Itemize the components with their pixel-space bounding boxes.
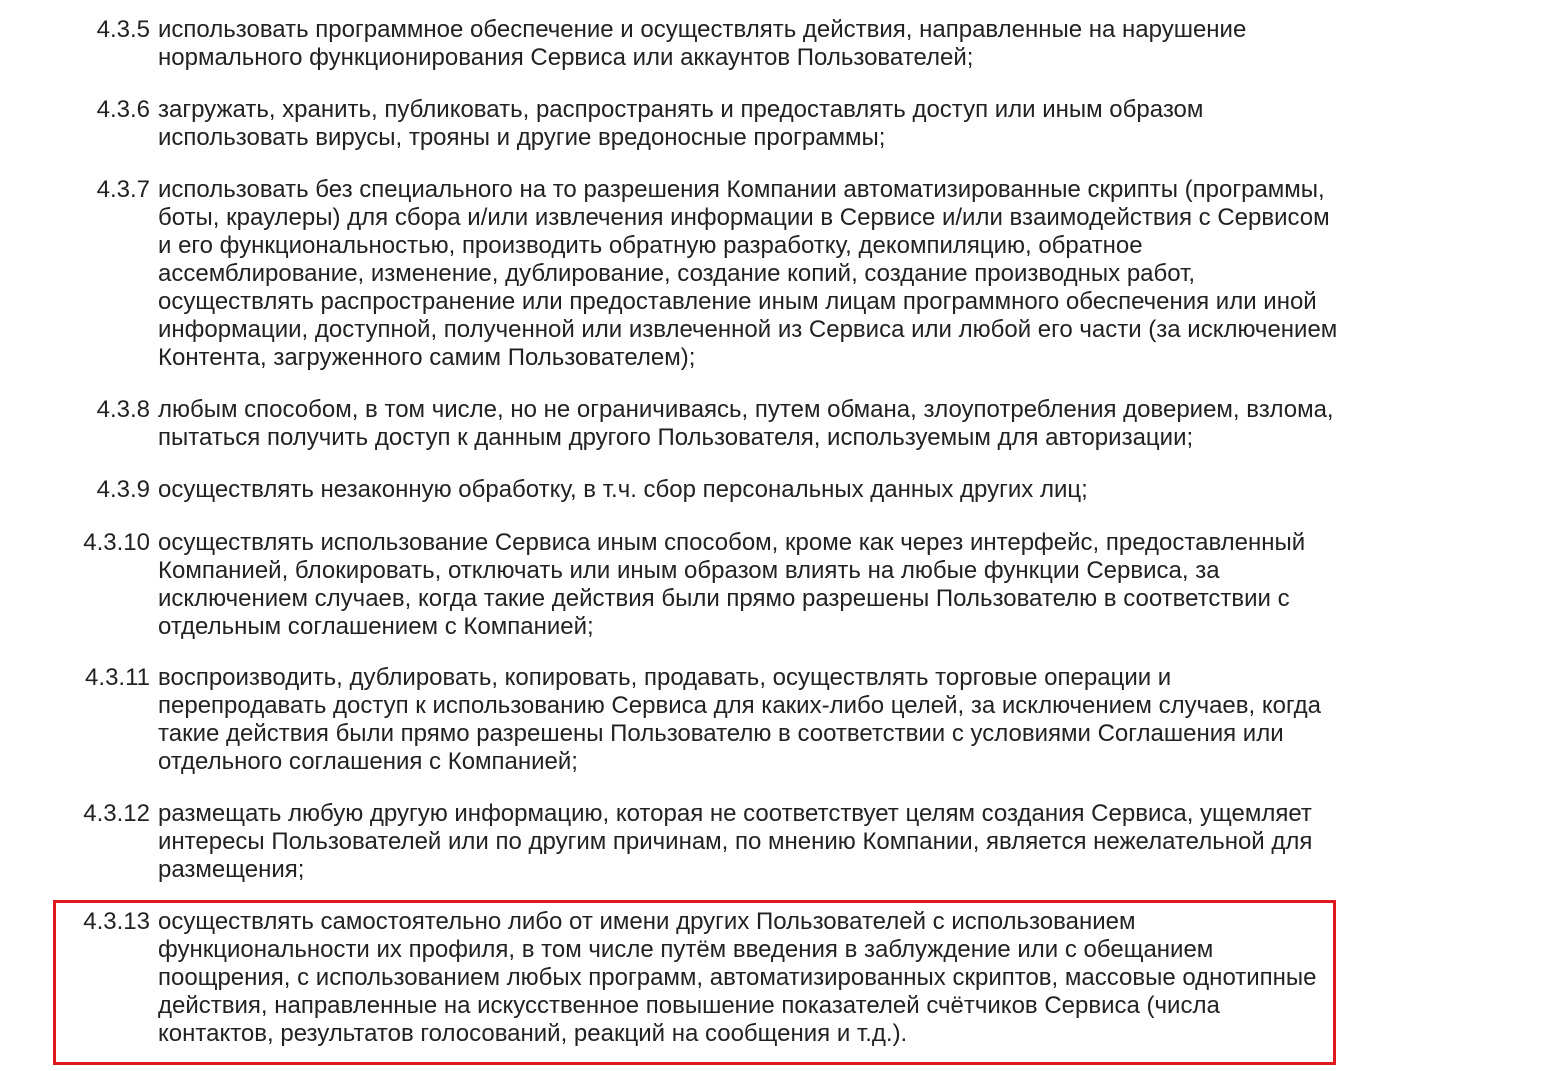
clause-4-3-12 — [0, 800, 1340, 884]
clause-number: 4.3.5 — [96, 16, 150, 43]
clause-4-3-6 — [0, 96, 1340, 152]
clause-number: 4.3.13 — [83, 908, 150, 935]
clause-number: 4.3.7 — [96, 176, 150, 203]
clause-4-3-8 — [0, 396, 1340, 452]
clause-4-3-5 — [0, 16, 1340, 72]
clause-text: размещать любую другую информацию, которая не соответствует целям создания Сервиса, ущемляет интересы Пользователей или по другим причинам, по мнению Компании, является нежелательной для размещения; — [158, 800, 1313, 883]
clause-text: осуществлять самостоятельно либо от имени других Пользователей с использованием функциональности их профиля, в том числе путём введения в заблуждение или с обещанием поощрения, с использованием любых программ, автоматизированных скриптов, массовые однотипные действия, направленные на искусственное повышение показателей счётчиков Сервиса (числа контактов, результатов голосований, реакций на сообщения и т.д.). — [158, 908, 1317, 1047]
clause-4-3-9 — [0, 476, 1340, 504]
clause-text: осуществлять незаконную обработку, в т.ч. сбор персональных данных других лиц; — [158, 476, 1088, 503]
clause-number: 4.3.12 — [83, 800, 150, 827]
clause-number: 4.3.6 — [96, 96, 150, 123]
clause-4-3-7 — [0, 176, 1340, 372]
clause-number: 4.3.10 — [83, 529, 150, 556]
clause-4-3-10 — [0, 529, 1340, 641]
clause-text: использовать программное обеспечение и осуществлять действия, направленные на нарушение нормального функционирования Сервиса или аккаунтов Пользователей; — [158, 16, 1247, 71]
clause-text: воспроизводить, дублировать, копировать, продавать, осуществлять торговые операции и перепродавать доступ к использованию Сервиса для каких-либо целей, за исключением случаев, когда такие действия были прямо разрешены Пользователю в соответствии с условиями Соглашения или отдельного соглашения с Компанией; — [158, 664, 1322, 775]
clause-number: 4.3.9 — [96, 476, 150, 503]
clause-number: 4.3.11 — [85, 664, 150, 691]
clause-number: 4.3.8 — [96, 396, 150, 423]
clause-text: любым способом, в том числе, но не ограничиваясь, путем обмана, злоупотребления доверием, взлома, пытаться получить доступ к данным другого Пользователя, используемым для авторизации; — [158, 396, 1334, 451]
clause-4-3-11 — [0, 664, 1340, 776]
clause-text: использовать без специального на то разрешения Компании автоматизированные скрипты (программы, боты, краулеры) для сбора и/или извлечения информации в Сервисе и/или взаимодействия с Сервисом и его функциональностью, производить обратную разработку, декомпиляцию, обратное ассемблирование, изменение, дублирование, создание копий, создание производных работ, осуществлять распространение или предоставление иным лицам программного обеспечения или иной информации, доступной, полученной или извлеченной из Сервиса или любой его части (за исключением Контента, загруженного самим Пользователем); — [158, 176, 1338, 371]
clause-text: осуществлять использование Сервиса иным способом, кроме как через интерфейс, предоставленный Компанией, блокировать, отключать или иным образом влиять на любые функции Сервиса, за исключением случаев, когда такие действия были прямо разрешены Пользователю в соответствии с отдельным соглашением с Компанией; — [158, 529, 1306, 640]
clause-text: загружать, хранить, публиковать, распространять и предоставлять доступ или иным образом использовать вирусы, трояны и другие вредоносные программы; — [158, 96, 1204, 151]
clause-4-3-13 — [0, 908, 1340, 1048]
